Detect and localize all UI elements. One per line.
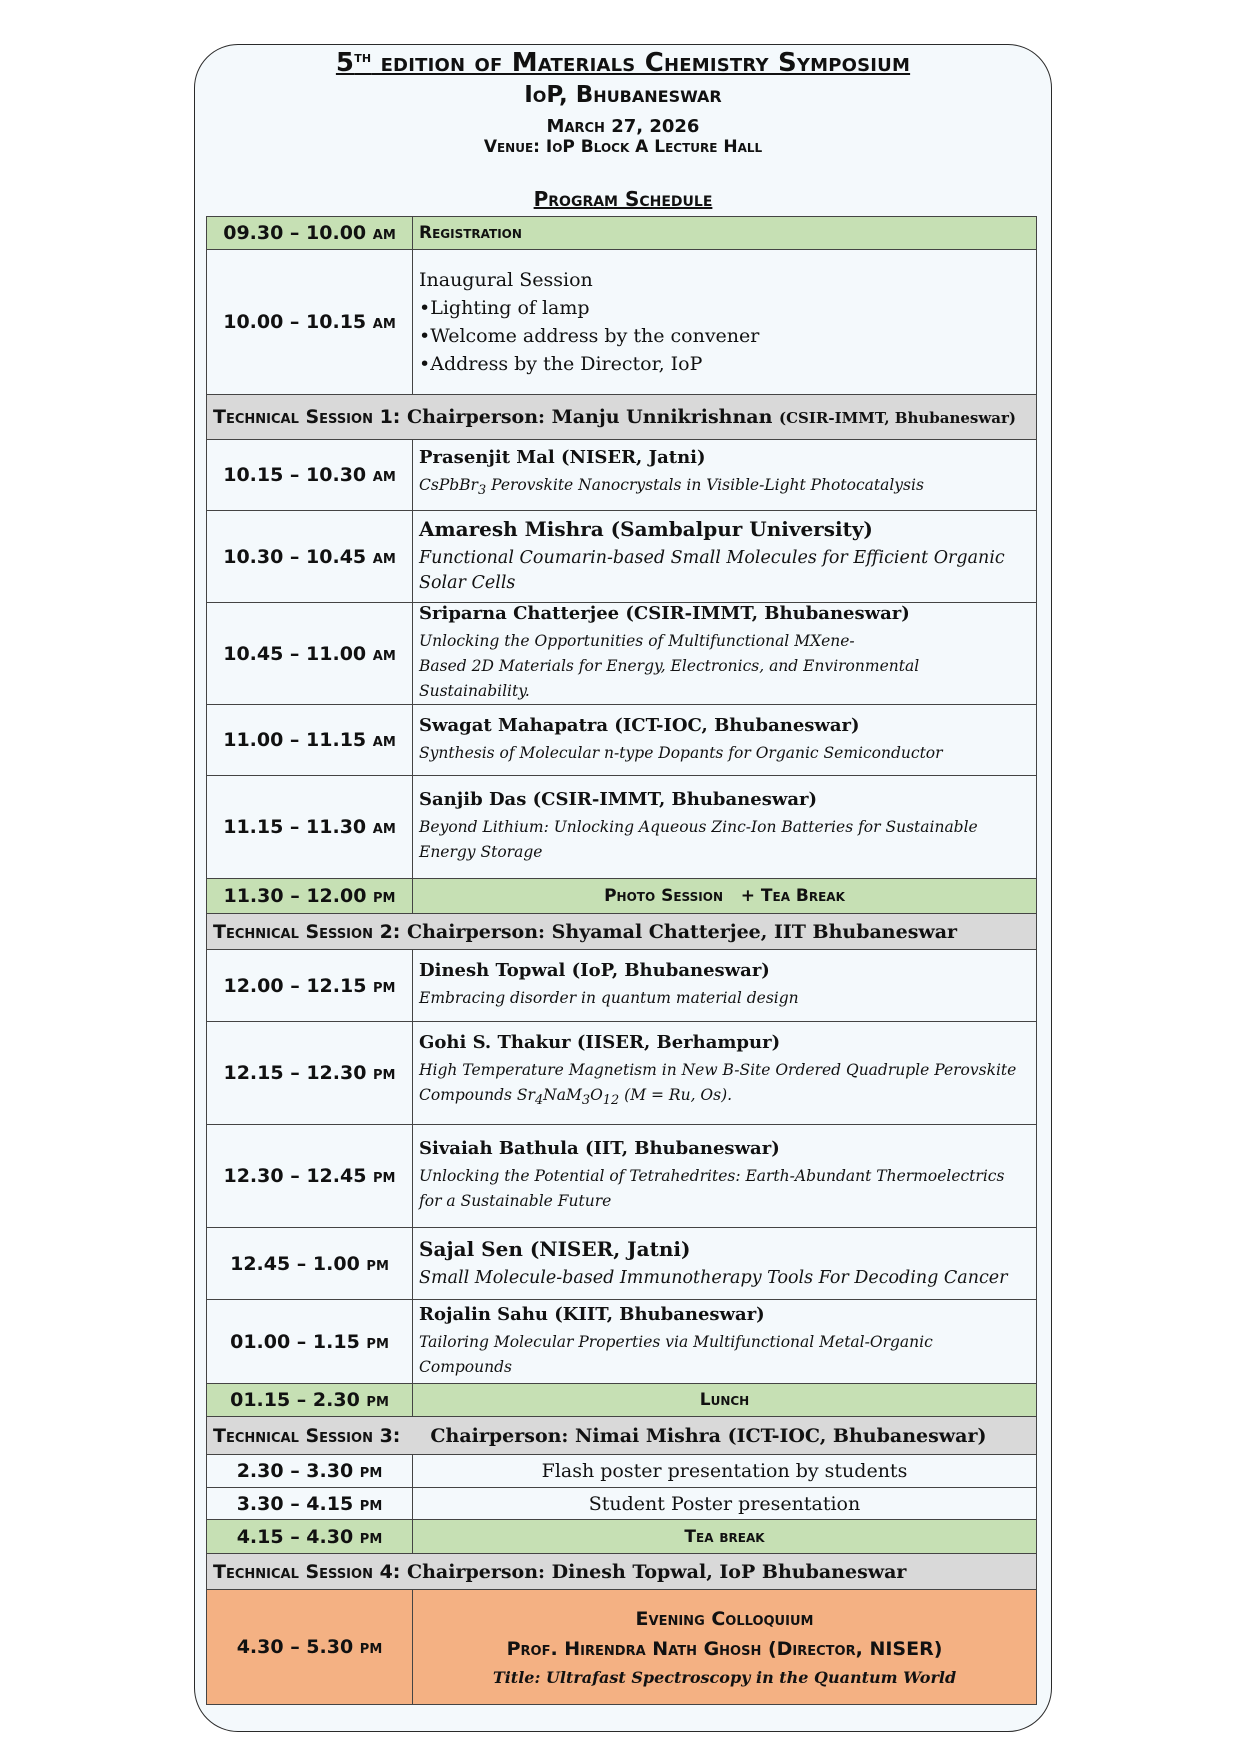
talk-cell xyxy=(413,511,1037,603)
talk-cell xyxy=(413,950,1037,1022)
colloquium-title: Title: Ultrafast Spectroscopy in the Quantum World xyxy=(492,1667,957,1687)
talk-cell xyxy=(413,1125,1037,1228)
time-cell: 01.00 – 1.15 pm xyxy=(207,1300,413,1384)
session-label: Technical Session 1: xyxy=(213,406,407,428)
time-cell: 12.45 – 1.00 pm xyxy=(207,1228,413,1300)
program-heading: Program Schedule xyxy=(533,187,713,211)
talk-title: Functional Coumarin-based Small Molecules for Efficient Organic Solar Cells xyxy=(419,548,1005,593)
talk-title: Tailoring Molecular Properties via Multifunctional Metal-Organic Compounds xyxy=(419,1332,933,1376)
inaugural-item: • Welcome address by the convener xyxy=(419,322,1030,350)
session-label: Technical Session 2: xyxy=(213,920,407,943)
time-cell: 12.15 – 12.30 pm xyxy=(207,1022,413,1125)
inaugural-label: Inaugural Session xyxy=(419,269,593,291)
time-cell: 4.30 – 5.30 pm xyxy=(207,1590,413,1705)
colloquium-cell xyxy=(413,1590,1037,1705)
talk-title: Beyond Lithium: Unlocking Aqueous Zinc-Ion Batteries for Sustainable Energy Storage xyxy=(419,818,978,861)
poster-label: Flash poster presentation by students xyxy=(413,1455,1037,1488)
talk-row xyxy=(207,440,1037,511)
talk-title: Unlocking the Opportunities of Multifunctional MXene- Based 2D Materials for Energy, Electronics, and Environmental Sustainability. xyxy=(419,632,920,700)
talk-cell xyxy=(413,1228,1037,1300)
inaugural-item: • Lighting of lamp xyxy=(419,294,1030,322)
lunch-row xyxy=(207,1384,1037,1417)
session-chair: Chairperson: Shyamal Chatterjee, IIT Bhubaneswar xyxy=(407,920,958,943)
talk-title: High Temperature Magnetism in New B-Site Ordered Quadruple Perovskite Compounds $Sr_4NaM_3O_{12}$ (M = Ru, Os). xyxy=(419,1061,1017,1109)
speaker: Gohi S. Thakur (IISER, Berhampur) xyxy=(419,1032,781,1054)
event-date: March 27, 2026 xyxy=(546,116,700,137)
talk-cell xyxy=(413,603,1037,705)
session-2-header xyxy=(207,914,1037,950)
colloquium-heading: Evening Colloquium xyxy=(635,1607,814,1630)
talk-row xyxy=(207,1300,1037,1384)
speaker: Sanjib Das (CSIR-IMMT, Bhubaneswar) xyxy=(419,789,818,810)
poster-row xyxy=(207,1455,1037,1488)
time-cell: 09.30 – 10.00 am xyxy=(207,217,413,250)
time-cell: 10.15 – 10.30 am xyxy=(207,440,413,511)
inaugural-item: • Address by the Director, IoP xyxy=(419,350,1030,378)
time-cell: 10.00 – 10.15 am xyxy=(207,250,413,395)
session-2-row xyxy=(207,914,1037,950)
speaker: Sajal Sen (NISER, Jatni) xyxy=(419,1236,691,1261)
session-1-header xyxy=(207,395,1037,440)
time-cell: 11.15 – 11.30 am xyxy=(207,776,413,879)
inaugural-session xyxy=(413,250,1037,395)
institute-name: IoP, Bhubaneswar xyxy=(524,82,722,108)
talk-title: Unlocking the Potential of Tetrahedrites: Earth-Abundant Thermoelectrics for a Sustainable Future xyxy=(419,1167,1005,1210)
talk-row xyxy=(207,776,1037,879)
talk-cell xyxy=(413,1300,1037,1384)
schedule-table xyxy=(206,216,1037,1705)
speaker: Prasenjit Mal (NISER, Jatni) xyxy=(419,446,706,468)
session-chair: Chairperson: Nimai Mishra (ICT-IOC, Bhubaneswar) xyxy=(430,1424,987,1447)
talk-row xyxy=(207,950,1037,1022)
time-cell: 12.30 – 12.45 pm xyxy=(207,1125,413,1228)
session-chair-affiliation: (CSIR-IMMT, Bhubaneswar) xyxy=(779,409,1016,427)
talk-title: Embracing disorder in quantum material design xyxy=(419,989,799,1007)
talk-title: CsPbBr$_3$ Perovskite Nanocrystals in Visible-Light Photocatalysis xyxy=(419,475,924,499)
time-cell: 11.30 – 12.00 pm xyxy=(207,879,413,914)
time-cell: 10.30 – 10.45 am xyxy=(207,511,413,603)
speaker: Swagat Mahapatra (ICT-IOC, Bhubaneswar) xyxy=(419,714,860,736)
session-chair: Chairperson: Manju Unnikrishnan xyxy=(407,406,780,428)
talk-cell xyxy=(413,1022,1037,1125)
poster-row xyxy=(207,1488,1037,1520)
colloquium-speaker: Prof. Hirendra Nath Ghosh (Director, NISER) xyxy=(506,1637,943,1660)
speaker: Sriparna Chatterjee (CSIR-IMMT, Bhubaneswar) xyxy=(419,603,910,624)
inaugural-row xyxy=(207,250,1037,395)
time-cell: 10.45 – 11.00 am xyxy=(207,603,413,705)
session-chair: Chairperson: Dinesh Topwal, IoP Bhubaneswar xyxy=(407,1560,907,1583)
speaker: Rojalin Sahu (KIIT, Bhubaneswar) xyxy=(419,1303,765,1325)
talk-cell xyxy=(413,705,1037,776)
talk-row xyxy=(207,1228,1037,1300)
time-cell: 12.00 – 12.15 pm xyxy=(207,950,413,1022)
talk-row xyxy=(207,1022,1037,1125)
talk-row xyxy=(207,705,1037,776)
talk-row xyxy=(207,511,1037,603)
time-cell: 11.00 – 11.15 am xyxy=(207,705,413,776)
speaker: Dinesh Topwal (IoP, Bhubaneswar) xyxy=(419,960,770,981)
registration-row xyxy=(207,217,1037,250)
inaugural-items xyxy=(419,294,1030,378)
venue: Venue: IoP Block A Lecture Hall xyxy=(483,137,763,157)
talk-row xyxy=(207,603,1037,705)
session-3-row xyxy=(207,1417,1037,1455)
speaker: Amaresh Mishra (Sambalpur University) xyxy=(419,517,873,541)
talk-row xyxy=(207,1125,1037,1228)
session-1-row xyxy=(207,395,1037,440)
time-cell: 2.30 – 3.30 pm xyxy=(207,1455,413,1488)
colloquium-row xyxy=(207,1590,1037,1705)
time-cell: 4.15 – 4.30 pm xyxy=(207,1520,413,1554)
talk-cell xyxy=(413,776,1037,879)
session-4-header xyxy=(207,1554,1037,1590)
poster-label: Student Poster presentation xyxy=(413,1488,1037,1520)
speaker: Sivaiah Bathula (IIT, Bhubaneswar) xyxy=(419,1138,780,1159)
session-label: Technical Session 4: xyxy=(213,1560,407,1583)
session-3-header xyxy=(207,1417,1037,1455)
photo-break-label: Photo Session + Tea Break xyxy=(413,879,1037,914)
tea-row xyxy=(207,1520,1037,1554)
session-label: Technical Session 3: xyxy=(213,1424,401,1447)
tea-label: Tea break xyxy=(413,1520,1037,1554)
photo-break-row xyxy=(207,879,1037,914)
symposium-title: 5th edition of Materials Chemistry Symposium xyxy=(335,48,911,78)
talk-title: Synthesis of Molecular n-type Dopants for Organic Semiconductor xyxy=(419,743,943,762)
talk-title: Small Molecule-based Immunotherapy Tools For Decoding Cancer xyxy=(419,1267,1008,1288)
session-4-row xyxy=(207,1554,1037,1590)
time-cell: 01.15 – 2.30 pm xyxy=(207,1384,413,1417)
lunch-label: Lunch xyxy=(413,1384,1037,1417)
time-cell: 3.30 – 4.15 pm xyxy=(207,1488,413,1520)
talk-cell xyxy=(413,440,1037,511)
registration-label: Registration xyxy=(413,217,1037,250)
